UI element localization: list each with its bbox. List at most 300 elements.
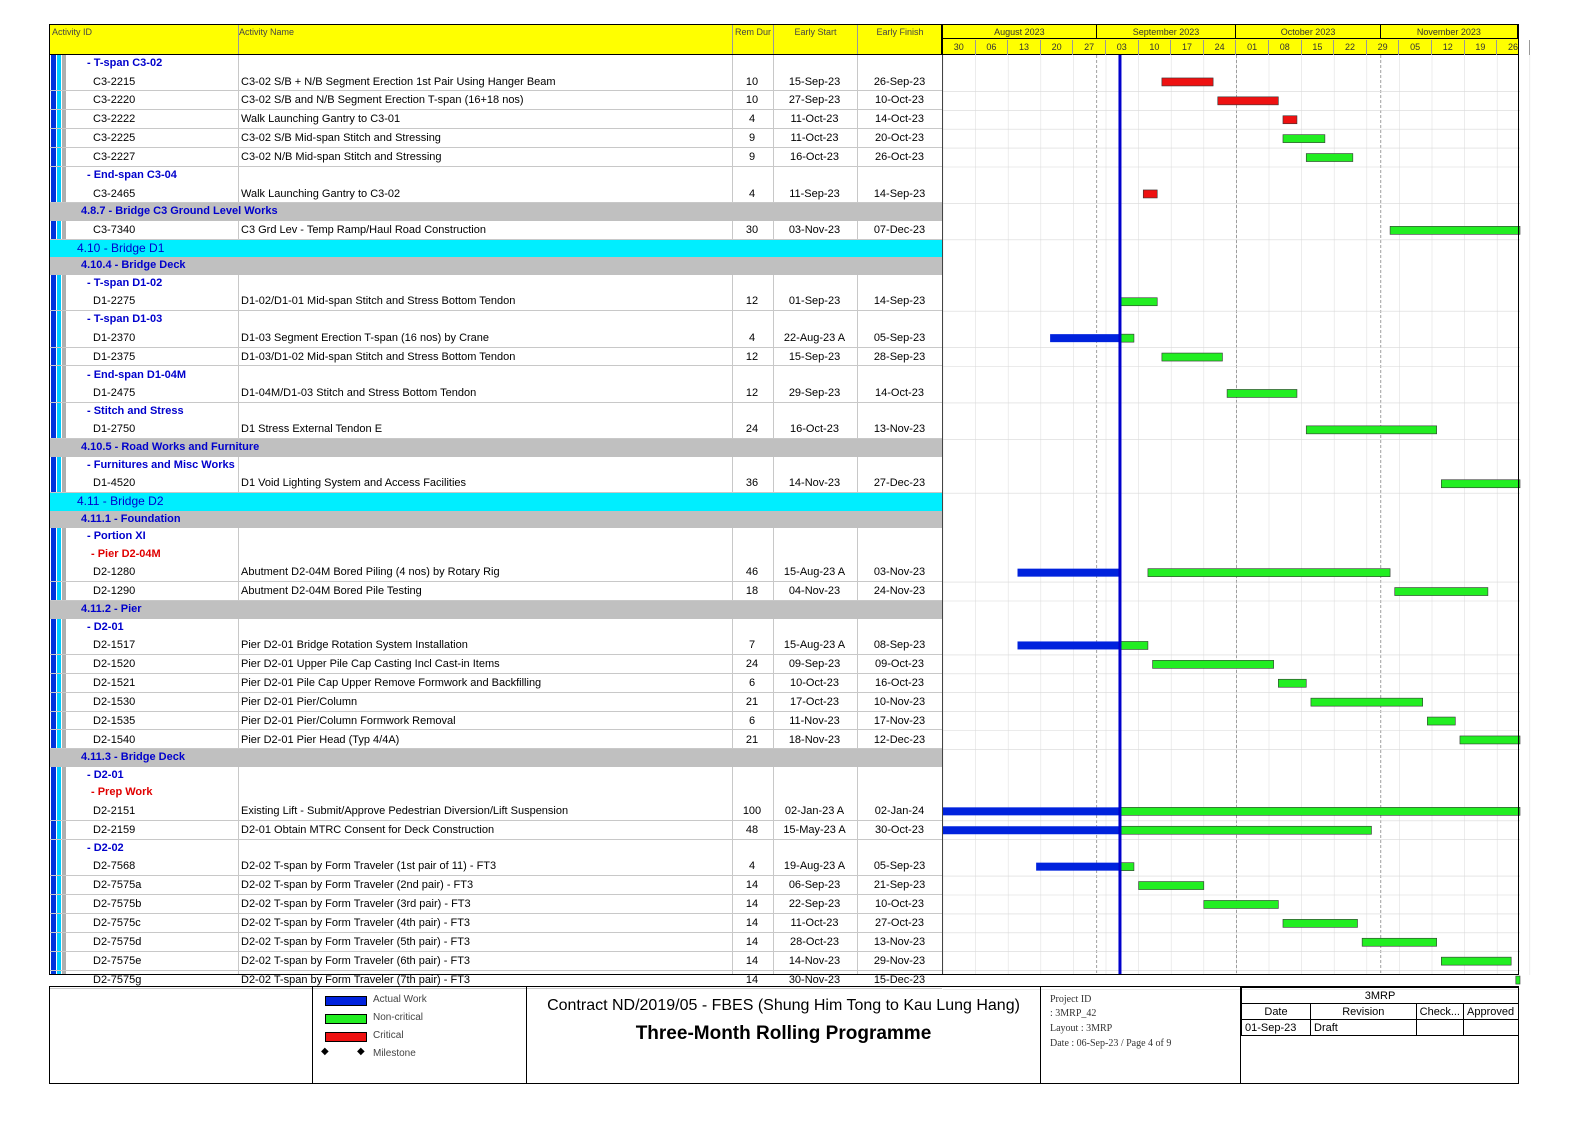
activity-row [49,674,942,693]
noncritical-bar [1362,938,1437,946]
activity-id: C3-2227 [93,151,136,164]
legend-critical-swatch [325,1032,367,1042]
activity-name: Abutment D2-04M Bored Piling (4 nos) by Rotary Rig [241,566,500,579]
rem-dur: 24 [745,657,759,670]
wbs-band [943,439,1520,457]
early-start: 15-May-23 A [783,823,846,836]
early-start: 19-Aug-23 A [783,860,846,873]
early-start: 29-Sep-23 [788,387,841,399]
noncritical-bar [1148,569,1390,577]
week-label: 22 [1334,40,1367,55]
week-label: 13 [1008,40,1041,55]
activity-row [49,582,942,601]
rem-dur: 4 [748,113,756,126]
activity-id: D2-1517 [93,639,136,651]
activity-id: D2-7575e [93,954,142,967]
early-finish: 14-Sep-23 [873,187,926,200]
revision-check [1416,1020,1463,1036]
activity-id: D2-7575b [93,898,142,910]
wbs-label: 4.11.2 - Pier [81,603,142,615]
activity-row [49,185,942,204]
date-page: Date : 06-Sep-23 / Page 4 of 9 [1050,1038,1172,1049]
header-activity-name: Activity Name [239,25,733,54]
week-label: 27 [1073,40,1106,55]
noncritical-bar [1395,588,1488,596]
activity-table [49,55,942,986]
week-label: 17 [1171,40,1204,55]
week-label: 03 [1106,40,1139,55]
legend-milestone-label: Milestone [373,1048,416,1059]
activity-row [49,420,942,439]
activity-name: D2-02 T-span by Form Traveler (1st pair of 11) - FT3 [241,860,497,873]
activity-id: C3-2225 [93,132,136,145]
wbs-label: 4.10.5 - Road Works and Furniture [81,441,260,454]
wbs-row [49,403,942,421]
rem-dur: 7 [748,639,756,651]
wbs-label: 4.11.1 - Foundation [81,512,181,525]
wbs-label: - End-span C3-04 [87,169,177,181]
activity-name: D1-04M/D1-03 Stitch and Stress Bottom Tendon [241,387,477,399]
revision-table [1241,987,1519,1036]
early-finish: 27-Oct-23 [875,916,924,929]
legend-noncritical-label: Non-critical [373,1012,424,1023]
rem-dur: 30 [745,223,759,236]
activity-id: D2-1535 [93,714,136,727]
early-finish: 14-Oct-23 [875,387,924,399]
early-start: 15-Aug-23 A [783,566,846,579]
activity-name: D1-02/D1-01 Mid-span Stitch and Stress Bottom Tendon [241,295,516,308]
noncritical-bar [1120,641,1148,649]
rem-dur: 12 [745,387,759,399]
activity-id: D1-4520 [93,477,136,490]
layout-name: Layout : 3MRP [1050,1023,1113,1034]
footer [49,986,1519,1084]
activity-id: D2-1290 [93,585,136,598]
wbs-row [49,601,942,619]
wbs-label: - D2-01 [87,768,124,781]
wbs-row [49,546,942,564]
activity-name: D1 Void Lighting System and Access Facilities [241,477,467,490]
activity-id: D2-7568 [93,860,136,873]
activity-name: D2-02 T-span by Form Traveler (2nd pair) - FT3 [241,879,474,892]
programme-sheet [49,24,1519,1084]
wbs-label: 4.10.4 - Bridge Deck [81,259,186,272]
rem-dur: 4 [748,331,756,344]
early-finish: 09-Oct-23 [875,657,924,670]
noncritical-bar [1441,480,1520,488]
early-finish: 21-Sep-23 [873,879,926,892]
activity-row [49,110,942,129]
early-start: 15-Sep-23 [788,350,841,363]
wbs-band [943,493,1520,511]
week-label: 01 [1236,40,1269,55]
noncritical-bar [1162,353,1223,361]
early-finish: 28-Sep-23 [873,350,926,363]
activity-name: D1 Stress External Tendon E [241,423,383,436]
wbs-row [49,619,942,637]
month-label: October 2023 [1236,25,1380,39]
activity-id: D2-7575a [93,879,142,892]
early-start: 02-Jan-23 A [784,804,845,817]
noncritical-bar [1441,957,1511,965]
early-start: 14-Nov-23 [788,477,841,490]
early-start: 27-Sep-23 [788,94,841,107]
wbs-band [943,749,1520,767]
rem-dur: 9 [748,132,756,145]
wbs-row [49,167,942,185]
early-start: 28-Oct-23 [790,935,839,948]
wbs-label: - D2-01 [87,620,124,633]
activity-id: D1-2370 [93,331,136,344]
early-start: 11-Nov-23 [789,714,840,727]
noncritical-bar [1390,226,1520,234]
project-info [1040,987,1240,1083]
early-start: 03-Nov-23 [788,223,841,236]
early-finish: 02-Jan-24 [874,804,925,817]
revision-header-check: Check... [1416,1004,1463,1020]
noncritical-bar [1120,826,1371,834]
activity-id: D2-1520 [93,657,136,670]
activity-name: Pier D2-01 Pier/Column Formwork Removal [241,714,456,727]
noncritical-bar [1427,717,1455,725]
early-start: 10-Oct-23 [790,676,839,689]
rem-dur: 14 [745,973,759,986]
wbs-row [49,203,942,221]
wbs-label: - T-span D1-02 [87,276,163,289]
activity-row [49,221,942,240]
wbs-label: 4.11.3 - Bridge Deck [81,751,185,764]
early-finish: 10-Oct-23 [875,898,924,910]
wbs-band [943,257,1520,275]
wbs-label: - D2-02 [87,841,124,854]
actual-bar [1018,641,1120,649]
wbs-row [49,749,942,767]
milestone-diamond-icon: ◆ [357,1046,365,1057]
early-finish: 13-Nov-23 [873,423,926,436]
header-early-finish: Early Finish [876,27,924,37]
noncritical-bar [1516,976,1520,984]
activity-row [49,693,942,712]
noncritical-bar [1278,679,1306,687]
month-label: August 2023 [943,25,1097,39]
revision-status: Draft [1311,1020,1417,1036]
activity-id: D2-1530 [93,695,136,708]
week-label: 24 [1204,40,1237,55]
early-start: 09-Sep-23 [788,657,841,670]
revision-header-date: Date [1242,1004,1311,1020]
early-finish: 26-Sep-23 [873,75,926,88]
header-activity-id: Activity ID [52,25,239,54]
wbs-row [49,55,942,73]
activity-name: D2-02 T-span by Form Traveler (3rd pair) - FT3 [241,898,471,910]
activity-row [49,73,942,92]
activity-id: C3-2215 [93,75,136,88]
activity-name: Pier D2-01 Bridge Rotation System Installation [241,639,468,651]
early-finish: 15-Dec-23 [873,973,926,986]
critical-bar [1162,78,1213,86]
wbs-label: 4.11 - Bridge D2 [77,494,164,509]
actual-bar [943,807,1120,815]
early-start: 11-Sep-23 [789,187,840,200]
noncritical-bar [1120,807,1520,815]
early-start: 22-Sep-23 [788,898,841,910]
wbs-row [49,457,942,475]
activity-name: Pier D2-01 Pile Cap Upper Remove Formwork and Backfilling [241,676,542,689]
activity-row [49,914,942,933]
timescale-header [942,24,1519,55]
month-label: November 2023 [1381,25,1518,39]
activity-name: Walk Launching Gantry to C3-01 [241,113,401,126]
activity-id: D2-1521 [93,676,136,689]
noncritical-bar [1283,919,1358,927]
rem-dur: 14 [745,935,759,948]
programme-title: Three-Month Rolling Programme [635,1023,932,1044]
activity-id: C3-2220 [93,94,136,107]
milestone-diamond-icon: ◆ [321,1046,329,1057]
wbs-label: - Furnitures and Misc Works [87,458,235,471]
early-start: 14-Nov-23 [788,954,841,967]
contract-title: Contract ND/2019/05 - FBES (Shung Him Tong to Kau Lung Hang) [547,997,1020,1014]
wbs-label: - Stitch and Stress [87,404,184,417]
week-label: 15 [1302,40,1335,55]
noncritical-bar [1227,389,1297,397]
early-start: 01-Sep-23 [788,295,841,308]
activity-id: D2-1280 [93,566,136,579]
wbs-row [49,840,942,858]
legend-noncritical-swatch [325,1014,367,1024]
rem-dur: 48 [745,823,759,836]
table-header [49,24,942,55]
early-finish: 03-Nov-23 [873,566,926,579]
activity-row [49,329,942,348]
week-label: 12 [1432,40,1465,55]
early-finish: 08-Sep-23 [873,639,926,651]
activity-name: C3-02 S/B and N/B Segment Erection T-span (16+18 nos) [241,94,524,107]
wbs-band [943,240,1520,257]
early-finish: 20-Oct-23 [875,132,924,145]
rem-dur: 100 [742,804,762,817]
early-finish: 12-Dec-23 [873,733,926,746]
wbs-label: - Portion XI [87,530,146,543]
week-label: 26 [1497,40,1530,55]
rem-dur: 4 [748,860,756,873]
early-start: 11-Oct-23 [790,916,839,929]
wbs-row [49,784,942,802]
noncritical-bar [1306,426,1436,434]
wbs-row [49,311,942,329]
wbs-label: - End-span D1-04M [87,368,187,381]
actual-bar [1050,334,1120,342]
early-finish: 29-Nov-23 [873,954,926,967]
activity-row [49,731,942,750]
early-finish: 07-Dec-23 [873,223,926,236]
rem-dur: 6 [748,676,756,689]
legend-actual-swatch [325,996,367,1006]
activity-name: D2-02 T-span by Form Traveler (4th pair) - FT3 [241,916,471,929]
early-start: 11-Oct-23 [790,113,839,126]
noncritical-bar [1311,698,1423,706]
revision-date: 01-Sep-23 [1242,1020,1311,1036]
noncritical-bar [1460,736,1520,744]
activity-row [49,348,942,367]
activity-name: D2-02 T-span by Form Traveler (6th pair) - FT3 [241,954,471,967]
activity-row [49,857,942,876]
activity-row [49,384,942,403]
early-finish: 14-Sep-23 [873,295,926,308]
early-finish: 24-Nov-23 [873,585,926,598]
early-finish: 26-Oct-23 [875,151,924,164]
rem-dur: 12 [745,295,759,308]
rem-dur: 14 [745,916,759,929]
activity-row [49,148,942,167]
activity-name: Pier D2-01 Pier Head (Typ 4/4A) [241,733,400,746]
activity-id: C3-2222 [93,113,136,126]
week-label: 30 [943,40,976,55]
activity-id: D1-2275 [93,295,136,308]
rem-dur: 9 [748,151,756,164]
early-start: 11-Oct-23 [790,132,839,145]
legend-actual-label: Actual Work [373,994,427,1005]
activity-row [49,91,942,110]
early-start: 17-Oct-23 [790,695,839,708]
early-start: 16-Oct-23 [790,151,839,164]
activity-name: D1-03/D1-02 Mid-span Stitch and Stress Bottom Tendon [241,350,516,363]
noncritical-bar [1283,135,1325,143]
activity-row [49,895,942,914]
week-label: 19 [1465,40,1498,55]
rem-dur: 21 [745,733,759,746]
project-id-label: Project ID [1050,994,1092,1005]
wbs-row [49,240,942,258]
wbs-row [49,493,942,511]
wbs-label: 4.8.7 - Bridge C3 Ground Level Works [81,205,278,218]
wbs-row [49,528,942,546]
gantt-chart [942,55,1519,975]
rem-dur: 24 [745,423,759,436]
rem-dur: 14 [745,879,759,892]
activity-row [49,821,942,840]
header-rem-dur: Rem Dur [733,25,774,54]
week-label: 05 [1399,40,1432,55]
early-finish: 30-Oct-23 [875,823,924,836]
wbs-band [943,601,1520,619]
early-finish: 13-Nov-23 [873,935,926,948]
activity-row [49,474,942,493]
wbs-row [49,367,942,385]
activity-id: C3-7340 [93,223,136,236]
rem-dur: 36 [745,477,759,490]
activity-id: D1-2375 [93,350,136,363]
early-finish: 17-Nov-23 [873,714,926,727]
activity-name: C3-02 N/B Mid-span Stitch and Stressing [241,151,442,164]
activity-id: D1-2475 [93,387,136,399]
activity-name: Existing Lift - Submit/Approve Pedestrian Diversion/Lift Suspension [241,804,569,817]
title-block [526,987,1040,1083]
rem-dur: 14 [745,954,759,967]
noncritical-bar [1120,298,1157,306]
actual-bar [943,826,1120,834]
noncritical-bar [1139,882,1204,890]
rem-dur: 46 [745,566,759,579]
early-start: 15-Sep-23 [788,75,841,88]
early-start: 15-Aug-23 A [783,639,846,651]
revision-approved [1464,1020,1519,1036]
wbs-row [49,511,942,529]
month-label: September 2023 [1097,25,1237,39]
early-finish: 16-Oct-23 [875,676,924,689]
activity-row [49,933,942,952]
header-early-start: Early Start [774,25,858,54]
noncritical-bar [1306,154,1353,162]
activity-row [49,129,942,148]
activity-name: Abutment D2-04M Bored Pile Testing [241,585,422,598]
wbs-band [943,511,1520,529]
activity-name: D1-03 Segment Erection T-span (16 nos) by Crane [241,331,490,344]
actual-bar [1018,569,1120,577]
revision-header-approved: Approved [1464,1004,1519,1020]
wbs-row [49,257,942,275]
activity-row [49,952,942,971]
early-finish: 10-Nov-23 [873,695,926,708]
critical-bar [1218,97,1279,105]
noncritical-bar [1120,863,1134,871]
activity-row [49,292,942,311]
activity-name: D2-02 T-span by Form Traveler (5th pair) - FT3 [241,935,471,948]
week-label: 10 [1139,40,1172,55]
early-finish: 10-Oct-23 [875,94,924,107]
rem-dur: 6 [748,714,756,727]
activity-row [49,802,942,821]
project-id-value: : 3MRP_42 [1050,1008,1097,1019]
activity-name: D2-01 Obtain MTRC Consent for Deck Construction [241,823,495,836]
wbs-label: - Pier D2-04M [91,547,161,560]
noncritical-bar [1204,900,1279,908]
critical-bar [1143,190,1157,198]
activity-id: D1-2750 [93,423,136,436]
activity-row [49,655,942,674]
activity-row [49,636,942,655]
early-finish: 05-Sep-23 [873,331,926,344]
actual-bar [1036,863,1120,871]
rem-dur: 21 [745,695,759,708]
activity-name: D2-02 T-span by Form Traveler (7th pair) - FT3 [241,973,471,986]
critical-bar [1283,116,1297,124]
revision-header-revision: Revision [1311,1004,1417,1020]
rem-dur: 10 [745,94,759,107]
activity-id: D2-2159 [93,823,136,836]
early-start: 06-Sep-23 [788,879,841,892]
activity-name: Pier D2-01 Pier/Column [241,695,358,708]
early-start: 18-Nov-23 [788,733,841,746]
wbs-row [49,275,942,293]
activity-id: C3-2465 [93,187,136,200]
rem-dur: 14 [745,898,759,910]
wbs-row [49,767,942,785]
wbs-label: - T-span C3-02 [87,57,163,69]
activity-id: D2-7575g [93,973,142,986]
early-finish: 27-Dec-23 [873,477,926,490]
early-finish: 05-Sep-23 [873,860,926,873]
rem-dur: 10 [745,75,759,88]
wbs-label: 4.10 - Bridge D1 [77,240,165,255]
wbs-label: - Prep Work [91,786,153,799]
noncritical-bar [1153,660,1274,668]
activity-row [49,563,942,582]
week-label: 06 [976,40,1009,55]
early-start: 30-Nov-23 [788,973,841,986]
revision-block-title: 3MRP [1242,988,1519,1004]
activity-id: D2-1540 [93,733,136,746]
